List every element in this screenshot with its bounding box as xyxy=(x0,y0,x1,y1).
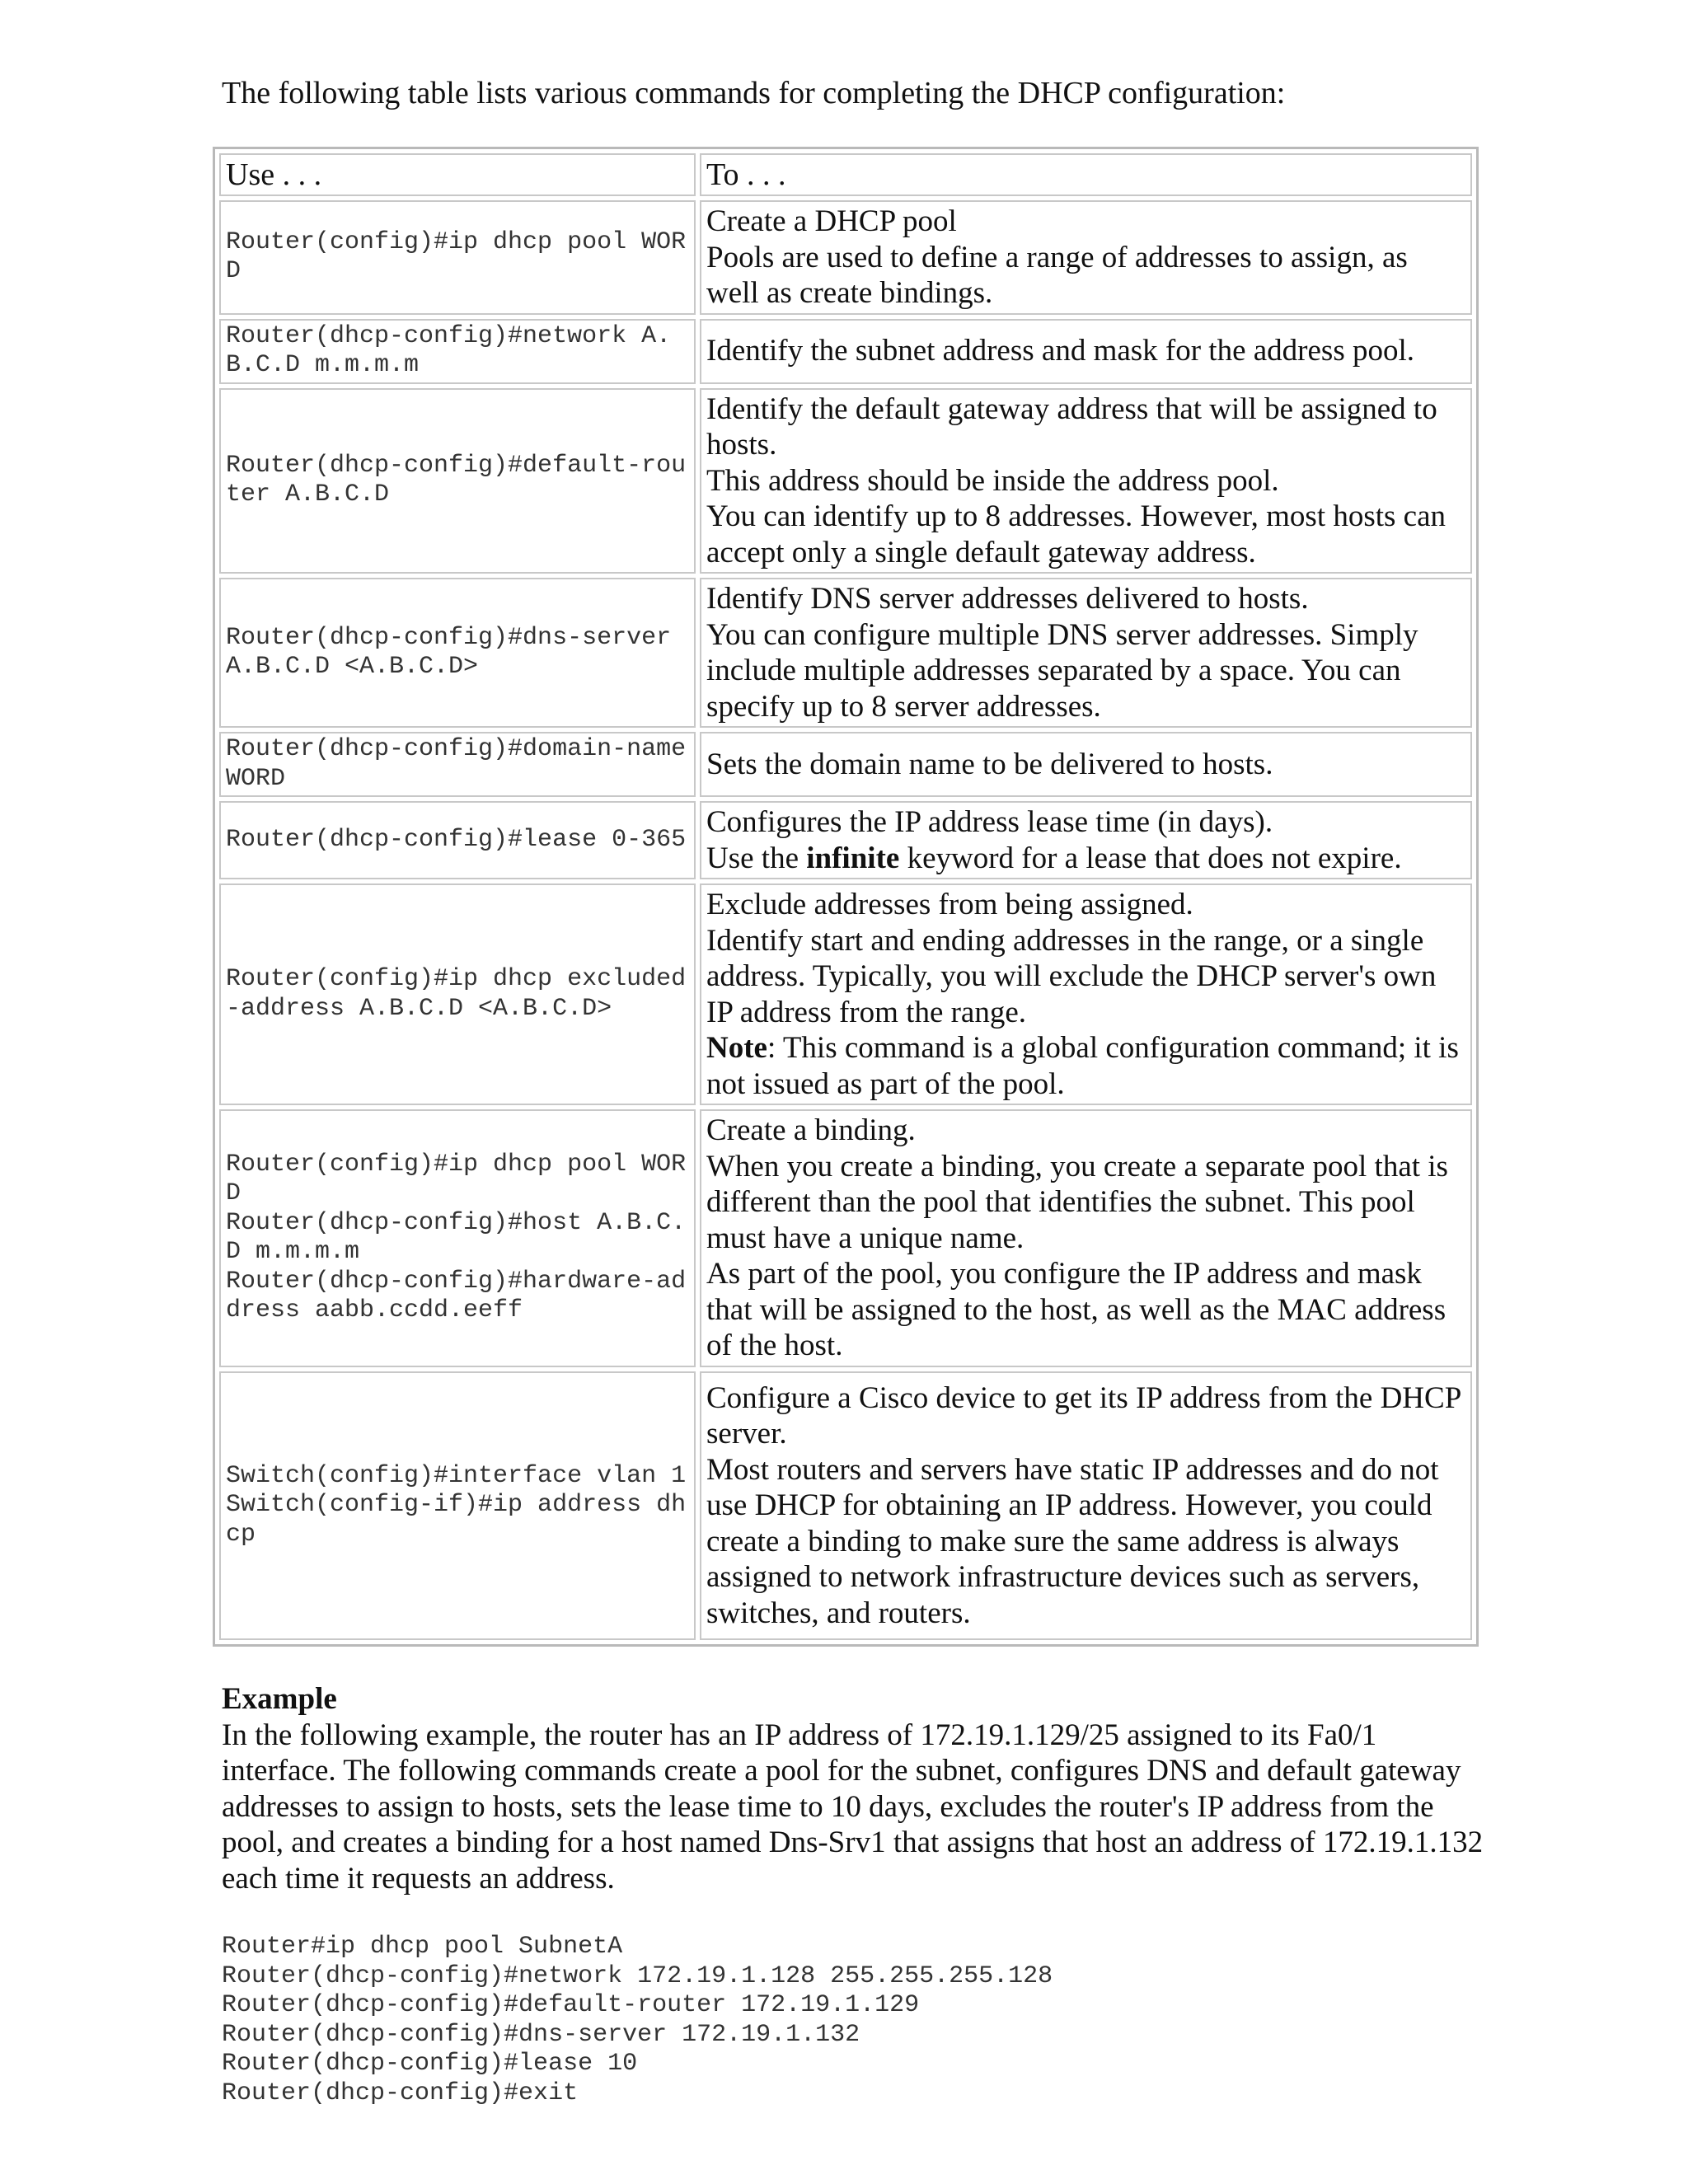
description-text: Use the xyxy=(706,841,807,875)
description-cell: Identify the default gateway address that will be assigned to hosts. This address should be inside the address pool. You can identify up to 8 addresses. However, most hosts can accept only a single default gateway address. xyxy=(700,388,1472,574)
description-text: : This command is a global configuration command; it is not issued as part of the pool. xyxy=(706,1031,1467,1101)
command-cell: Router(dhcp-config)#domain-name WORD xyxy=(219,732,696,797)
note-label: Note xyxy=(706,1031,767,1065)
command-cell: Router(config)#ip dhcp pool WORD Router(dhcp-config)#host A.B.C.D m.m.m.m Router(dhcp-config)#hardware-address aabb.ccdd.eeff xyxy=(219,1109,696,1367)
table-row xyxy=(219,388,1472,574)
description-cell: Identify the subnet address and mask for the address pool. xyxy=(700,319,1472,384)
command-cell: Switch(config)#interface vlan 1 Switch(config-if)#ip address dhcp xyxy=(219,1371,696,1641)
intro-text: The following table lists various commands for completing the DHCP configuration: xyxy=(222,76,1286,110)
table-row xyxy=(219,1109,1472,1367)
description-line: Configures the IP address lease time (in days). xyxy=(706,805,1273,839)
example-title: Example xyxy=(222,1682,337,1716)
table-row xyxy=(219,883,1472,1105)
table-row xyxy=(219,200,1472,315)
table-row xyxy=(219,578,1472,728)
description-cell: Create a binding. When you create a binding, you create a separate pool that is different than the pool that identifies the subnet. This pool must have a unique name. As part of the pool, you configure the IP address and mask that will be assigned to the host, as well as the MAC address of the host. xyxy=(700,1109,1472,1367)
description-cell: Sets the domain name to be delivered to hosts. xyxy=(700,732,1472,797)
description-cell: Identify DNS server addresses delivered to hosts. You can configure multiple DNS server addresses. Simply include multiple addresses separated by a space. You can specify up to 8 server addresses. xyxy=(700,578,1472,728)
command-cell: Router(dhcp-config)#network A.B.C.D m.m.m.m xyxy=(219,319,696,384)
table-row xyxy=(219,1371,1472,1641)
description-text: Exclude addresses from being assigned. Identify start and ending addresses in the range, or a single address. Typically, you will exclude the DHCP server's own IP address from the range. xyxy=(706,888,1437,1029)
description-cell: Configure a Cisco device to get its IP address from the DHCP server. Most routers and servers have static IP addresses and do not use DHCP for obtaining an IP address. However, you could create a binding to make sure the same address is always assigned to network infrastructure devices such as servers, switches, and routers. xyxy=(700,1371,1472,1641)
example-text: In the following example, the router has an IP address of 172.19.1.129/25 assigned to its Fa0/1 interface. The following commands create a pool for the subnet, configures DNS and default gateway addresses to assign to hosts, sets the lease time to 10 days, excludes the router's IP address from the pool, and creates a binding for a host named Dns-Srv1 that assigns that host an address of 172.19.1.132 each time it requests an address. xyxy=(222,1718,1484,1896)
command-cell: Router(dhcp-config)#dns-server A.B.C.D <A.B.C.D> xyxy=(219,578,696,728)
command-cell: Router(config)#ip dhcp pool WORD xyxy=(219,200,696,315)
description-text: keyword for a lease that does not expire. xyxy=(899,841,1402,875)
example-code-block: Router#ip dhcp pool SubnetA Router(dhcp-config)#network 172.19.1.128 255.255.255.128 Router(dhcp-config)#default-router 172.19.1.129 Router(dhcp-config)#dns-server 172.19.1.132 Router(dhcp-config)#lease 10 Router(dhcp-config)#exit xyxy=(222,1933,1053,2107)
example-section xyxy=(222,1681,1491,1896)
header-use: Use . . . xyxy=(219,153,696,196)
command-table xyxy=(213,147,1479,1647)
header-to: To . . . xyxy=(700,153,1472,196)
keyword-infinite: infinite xyxy=(806,841,900,875)
description-cell xyxy=(700,883,1472,1105)
table-header-row xyxy=(219,153,1472,196)
description-cell xyxy=(700,801,1472,879)
command-cell: Router(dhcp-config)#default-router A.B.C.D xyxy=(219,388,696,574)
table-row xyxy=(219,319,1472,384)
command-cell: Router(config)#ip dhcp excluded-address A.B.C.D <A.B.C.D> xyxy=(219,883,696,1105)
description-cell: Create a DHCP pool Pools are used to define a range of addresses to assign, as well as create bindings. xyxy=(700,200,1472,315)
table-row xyxy=(219,801,1472,879)
table-row xyxy=(219,732,1472,797)
command-cell: Router(dhcp-config)#lease 0-365 xyxy=(219,801,696,879)
